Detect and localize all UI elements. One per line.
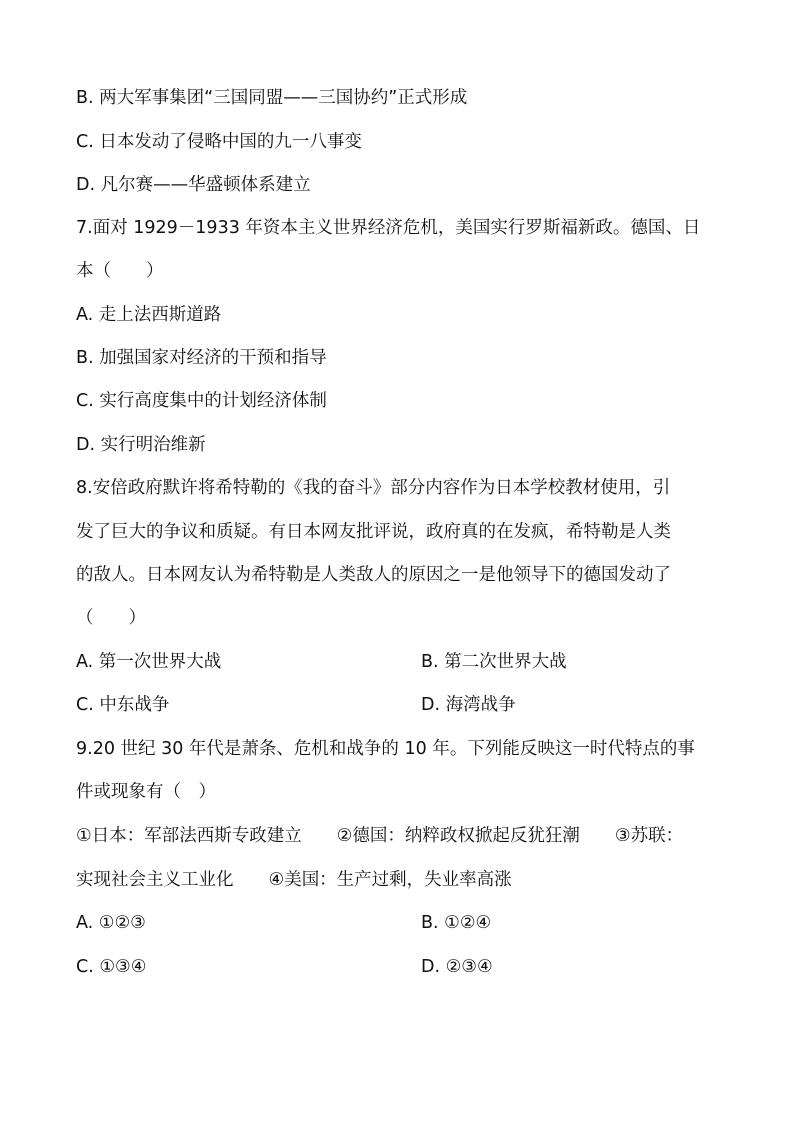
q8-option-b: B. 第二次世界大战 — [421, 652, 567, 672]
q9-option-a: A. ①②③ — [76, 913, 146, 933]
q9-items-line-2: 实现社会主义工业化 ④美国：生产过剩，失业率高涨 — [76, 870, 512, 890]
q7-option-a: A. 走上法西斯道路 — [76, 305, 222, 325]
q8-stem-line-4: （ ） — [76, 608, 146, 628]
q8-stem-line-1: 8.安倍政府默许将希特勒的《我的奋斗》部分内容作为日本学校教材使用，引 — [76, 478, 671, 498]
q8-stem-line-2: 发了巨大的争议和质疑。有日本网友批评说，政府真的在发疯，希特勒是人类 — [76, 522, 671, 542]
q6-option-b: B. 两大军事集团“三国同盟——三国协约”正式形成 — [76, 88, 468, 108]
q9-stem-line-1: 9.20 世纪 30 年代是萧条、危机和战争的 10 年。下列能反映这一时代特点的事 — [76, 739, 695, 759]
q8-option-d: D. 海湾战争 — [421, 695, 516, 715]
q6-option-c: C. 日本发动了侵略中国的九一八事变 — [76, 132, 362, 152]
q8-option-a: A. 第一次世界大战 — [76, 652, 222, 672]
q6-option-d: D. 凡尔赛——华盛顿体系建立 — [76, 175, 311, 195]
q9-items-line-1: ①日本：军部法西斯专政建立 ②德国：纳粹政权掀起反犹狂潮 ③苏联： — [76, 826, 684, 846]
q7-stem-line-1: 7.面对 1929－1933 年资本主义世界经济危机，美国实行罗斯福新政。德国、日 — [76, 218, 701, 238]
q8-stem-line-3: 的敌人。日本网友认为希特勒是人类敌人的原因之一是他领导下的德国发动了 — [76, 565, 671, 585]
q7-option-d: D. 实行明治维新 — [76, 435, 206, 455]
q9-option-d: D. ②③④ — [421, 957, 493, 977]
q7-stem-line-2: 本（ ） — [76, 261, 164, 281]
q7-option-c: C. 实行高度集中的计划经济体制 — [76, 391, 327, 411]
q9-option-c: C. ①③④ — [76, 957, 147, 977]
q7-option-b: B. 加强国家对经济的干预和指导 — [76, 348, 327, 368]
q9-stem-line-2: 件或现象有（ ） — [76, 782, 216, 802]
q8-option-c: C. 中东战争 — [76, 695, 170, 715]
q9-option-b: B. ①②④ — [421, 913, 492, 933]
